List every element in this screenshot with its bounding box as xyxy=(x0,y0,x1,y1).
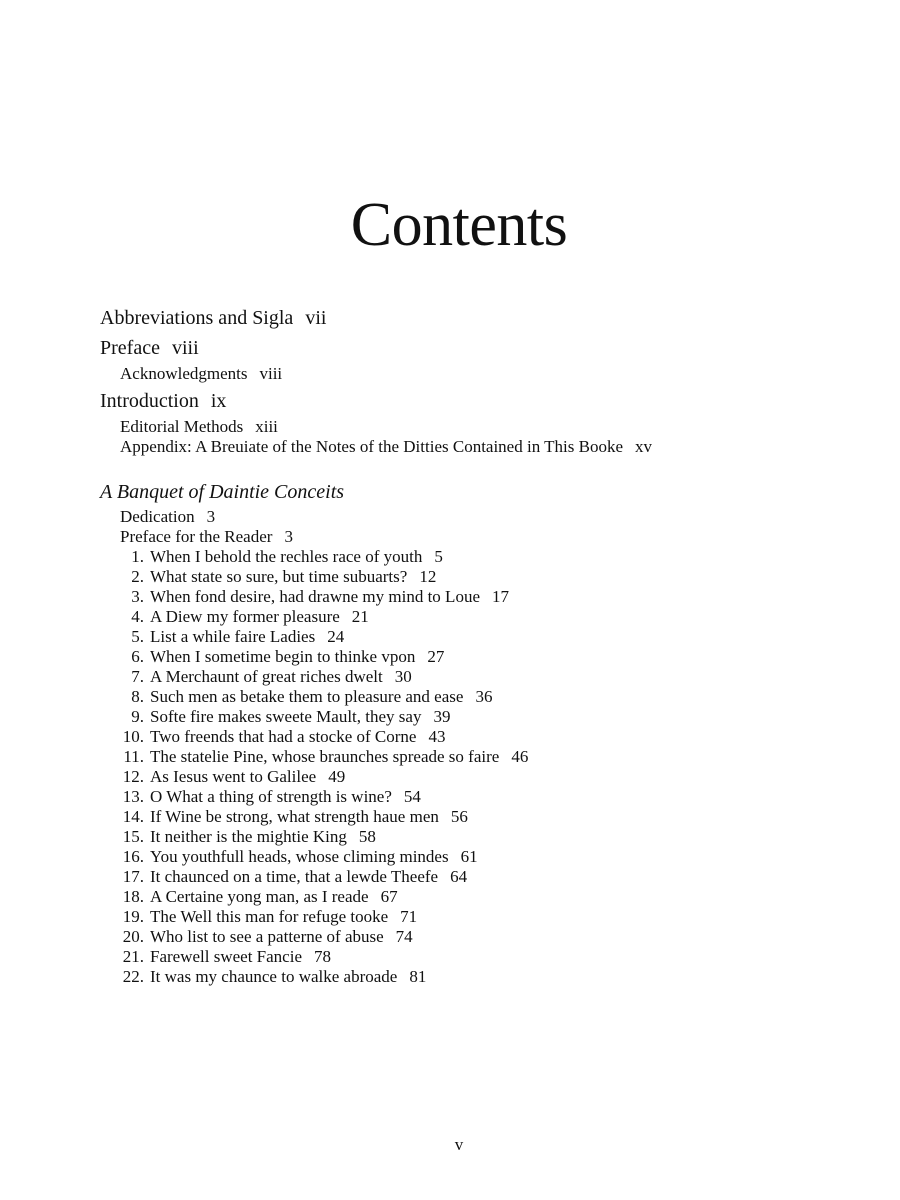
toc-item-page: 30 xyxy=(394,667,412,686)
page-number: v xyxy=(454,1135,464,1154)
toc-item-page: 81 xyxy=(409,967,427,986)
ditty-list xyxy=(100,547,860,987)
toc-entry-page: 3 xyxy=(206,507,216,526)
toc-item-number: 13. xyxy=(122,787,144,806)
toc-item-number: 3. xyxy=(131,587,144,606)
toc-item-title: Who list to see a patterne of abuse xyxy=(150,927,384,946)
toc-entry-preface-for-reader[interactable] xyxy=(100,527,860,547)
toc-entry-page: ix xyxy=(210,390,227,412)
page-title: Contents xyxy=(350,191,568,259)
toc-entry-page: xv xyxy=(635,437,653,456)
toc-item-number: 16. xyxy=(122,847,144,866)
toc-item-number: 1. xyxy=(131,547,144,566)
toc-entry-page: 3 xyxy=(284,527,293,546)
toc-item-title: A Merchaunt of great riches dwelt xyxy=(150,667,383,686)
toc-item[interactable] xyxy=(100,827,860,847)
toc-entry-abbreviations[interactable] xyxy=(100,305,860,331)
toc-item[interactable] xyxy=(100,607,860,627)
toc-item[interactable] xyxy=(100,687,860,707)
toc-item-page: 58 xyxy=(358,827,376,846)
toc-item[interactable] xyxy=(100,867,860,887)
toc-item[interactable] xyxy=(100,947,860,967)
toc-item-page: 24 xyxy=(327,627,345,646)
toc-item-number: 10. xyxy=(122,727,144,746)
toc-item-number: 5. xyxy=(131,627,144,646)
toc-item[interactable] xyxy=(100,787,860,807)
toc-item[interactable] xyxy=(100,587,860,607)
toc-item[interactable] xyxy=(100,627,860,647)
toc-item[interactable] xyxy=(100,727,860,747)
toc-item-title: A Certaine yong man, as I reade xyxy=(150,887,369,906)
toc-item-page: 61 xyxy=(460,847,478,866)
toc-item-number: 20. xyxy=(122,927,144,946)
toc-item[interactable] xyxy=(100,567,860,587)
toc-item-title: List a while faire Ladies xyxy=(150,627,316,646)
toc-entry-acknowledgments[interactable] xyxy=(100,364,860,384)
toc-item-page: 49 xyxy=(328,767,346,786)
toc-item-page: 67 xyxy=(380,887,398,906)
toc-item-title: Softe fire makes sweete Mault, they say xyxy=(150,707,422,726)
toc-item-page: 17 xyxy=(492,587,509,606)
toc-item[interactable] xyxy=(100,767,860,787)
toc-item[interactable] xyxy=(100,847,860,867)
toc-entry-editorial-methods[interactable] xyxy=(100,417,860,437)
toc-item-page: 39 xyxy=(433,707,451,726)
toc-item-page: 74 xyxy=(395,927,413,946)
toc-entry-title: Preface for the Reader xyxy=(120,527,273,546)
toc-item[interactable] xyxy=(100,667,860,687)
toc-item[interactable] xyxy=(100,887,860,907)
toc-item-title: Two freends that had a stocke of Corne xyxy=(150,727,417,746)
toc-item-title: When I behold the rechles race of youth xyxy=(150,547,423,566)
toc-item-number: 4. xyxy=(131,607,144,626)
toc-item-title: It neither is the mightie King xyxy=(150,827,347,846)
toc-item-title: When fond desire, had drawne my mind to Loue xyxy=(150,587,480,606)
toc-item-title: If Wine be strong, what strength haue men xyxy=(150,807,439,826)
toc-item-page: 12 xyxy=(419,567,437,586)
toc-item-page: 71 xyxy=(400,907,418,926)
toc-item-number: 7. xyxy=(131,667,144,686)
toc-item-title: Farewell sweet Fancie xyxy=(150,947,302,966)
toc-item-title: A Diew my former pleasure xyxy=(150,607,340,626)
toc-entry-dedication[interactable] xyxy=(100,507,860,527)
toc-item[interactable] xyxy=(100,807,860,827)
toc-item-number: 21. xyxy=(122,947,144,966)
toc-item-title: What state so sure, but time subuarts? xyxy=(150,567,408,586)
toc-item-number: 8. xyxy=(131,687,144,706)
section-heading: A Banquet of Daintie Conceits xyxy=(100,481,345,503)
toc-item-page: 78 xyxy=(314,947,331,966)
toc-item[interactable] xyxy=(100,927,860,947)
toc-item-page: 27 xyxy=(427,647,445,666)
toc-entry-title: Abbreviations and Sigla xyxy=(100,307,294,329)
toc-item-page: 54 xyxy=(403,787,421,806)
toc-item-title: It was my chaunce to walke abroade xyxy=(150,967,398,986)
toc-item-number: 17. xyxy=(122,867,144,886)
toc-item-page: 56 xyxy=(450,807,468,826)
toc-item-page: 5 xyxy=(434,547,443,566)
toc-item-number: 22. xyxy=(122,967,144,986)
toc-entry-title: Preface xyxy=(100,337,160,359)
toc-item-number: 14. xyxy=(122,807,144,826)
toc-item[interactable] xyxy=(100,707,860,727)
toc-item[interactable] xyxy=(100,967,860,987)
toc-item-page: 21 xyxy=(351,607,369,626)
toc-entry-title: Acknowledgments xyxy=(120,364,248,383)
toc-item-page: 46 xyxy=(511,747,529,766)
toc-item[interactable] xyxy=(100,747,860,767)
toc-item-title: Such men as betake them to pleasure and ease xyxy=(150,687,464,706)
toc-entry-appendix[interactable] xyxy=(100,437,860,457)
toc-item-page: 64 xyxy=(450,867,468,886)
toc-item-title: The statelie Pine, whose braunches spreade so faire xyxy=(150,747,500,766)
toc-entry-page: viii xyxy=(171,337,199,359)
toc-item[interactable] xyxy=(100,547,860,567)
toc-item[interactable] xyxy=(100,647,860,667)
toc-entry-title: Dedication xyxy=(120,507,195,526)
toc-item-number: 18. xyxy=(122,887,144,906)
toc-item-page: 43 xyxy=(428,727,446,746)
toc-item-title: When I sometime begin to thinke vpon xyxy=(150,647,416,666)
toc-entry-page: vii xyxy=(305,307,327,329)
toc-item-number: 12. xyxy=(122,767,144,786)
toc-entry-page: xiii xyxy=(255,417,278,436)
toc-item-title: O What a thing of strength is wine? xyxy=(150,787,392,806)
toc-item-number: 15. xyxy=(122,827,144,846)
toc-item-number: 6. xyxy=(131,647,144,666)
toc-entry-page: viii xyxy=(259,364,283,383)
toc-item-page: 36 xyxy=(475,687,493,706)
toc-item-number: 11. xyxy=(123,747,144,766)
toc-item[interactable] xyxy=(100,907,860,927)
toc-entry-preface[interactable] xyxy=(100,335,860,361)
toc-entry-title: Introduction xyxy=(100,390,199,412)
toc-item-number: 9. xyxy=(131,707,144,726)
toc-item-title: It chaunced on a time, that a lewde Theefe xyxy=(150,867,439,886)
toc-item-title: As Iesus went to Galilee xyxy=(150,767,317,786)
toc-item-number: 2. xyxy=(131,567,144,586)
toc-entry-title: Appendix: A Breuiate of the Notes of the Ditties Contained in This Booke xyxy=(120,437,624,456)
table-of-contents xyxy=(100,305,860,987)
toc-item-number: 19. xyxy=(122,907,144,926)
toc-item-title: You youthfull heads, whose climing mindes xyxy=(150,847,449,866)
toc-entry-introduction[interactable] xyxy=(100,388,860,414)
toc-item-title: The Well this man for refuge tooke xyxy=(150,907,389,926)
toc-entry-title: Editorial Methods xyxy=(120,417,244,436)
